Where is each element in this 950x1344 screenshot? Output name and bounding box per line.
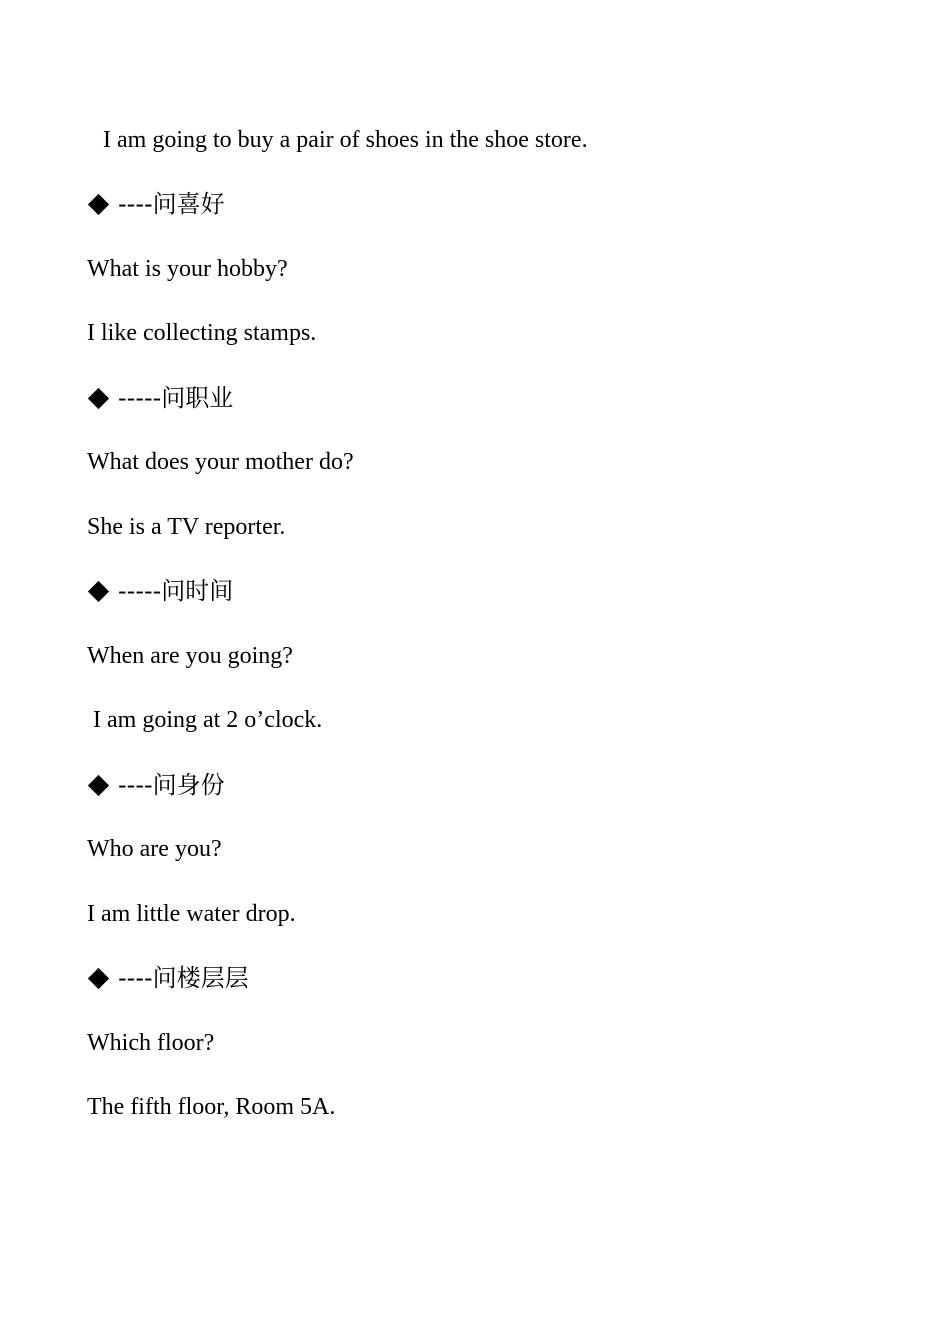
question-identity: Who are you? xyxy=(87,836,222,862)
section-heading-label: -----问时间 xyxy=(118,577,234,605)
question-hobby: What is your hobby? xyxy=(87,256,288,282)
diamond-bullet-icon xyxy=(88,967,109,988)
diamond-bullet-icon xyxy=(88,387,109,408)
section-heading-identity xyxy=(87,770,225,800)
section-heading-hobby xyxy=(87,189,225,219)
answer-floor: The fifth floor, Room 5A. xyxy=(87,1094,336,1120)
section-heading-time xyxy=(87,576,233,606)
section-heading-label: ----问楼层层 xyxy=(118,964,249,992)
answer-hobby: I like collecting stamps. xyxy=(87,320,317,346)
question-occupation: What does your mother do? xyxy=(87,449,354,475)
answer-identity: I am little water drop. xyxy=(87,901,296,927)
diamond-bullet-icon xyxy=(88,580,109,601)
answer-occupation: She is a TV reporter. xyxy=(87,514,286,540)
section-heading-label: -----问职业 xyxy=(118,384,234,412)
question-floor: Which floor? xyxy=(87,1030,215,1056)
diamond-bullet-icon xyxy=(88,774,109,795)
section-heading-floor xyxy=(87,963,249,993)
section-heading-label: ----问身份 xyxy=(118,771,225,799)
question-time: When are you going? xyxy=(87,643,293,669)
section-heading-label: ----问喜好 xyxy=(118,190,225,218)
answer-time: I am going at 2 o’clock. xyxy=(93,707,323,733)
sentence-shoe-store: I am going to buy a pair of shoes in the shoe store. xyxy=(103,127,588,153)
diamond-bullet-icon xyxy=(88,193,109,214)
section-heading-occupation xyxy=(87,383,233,413)
